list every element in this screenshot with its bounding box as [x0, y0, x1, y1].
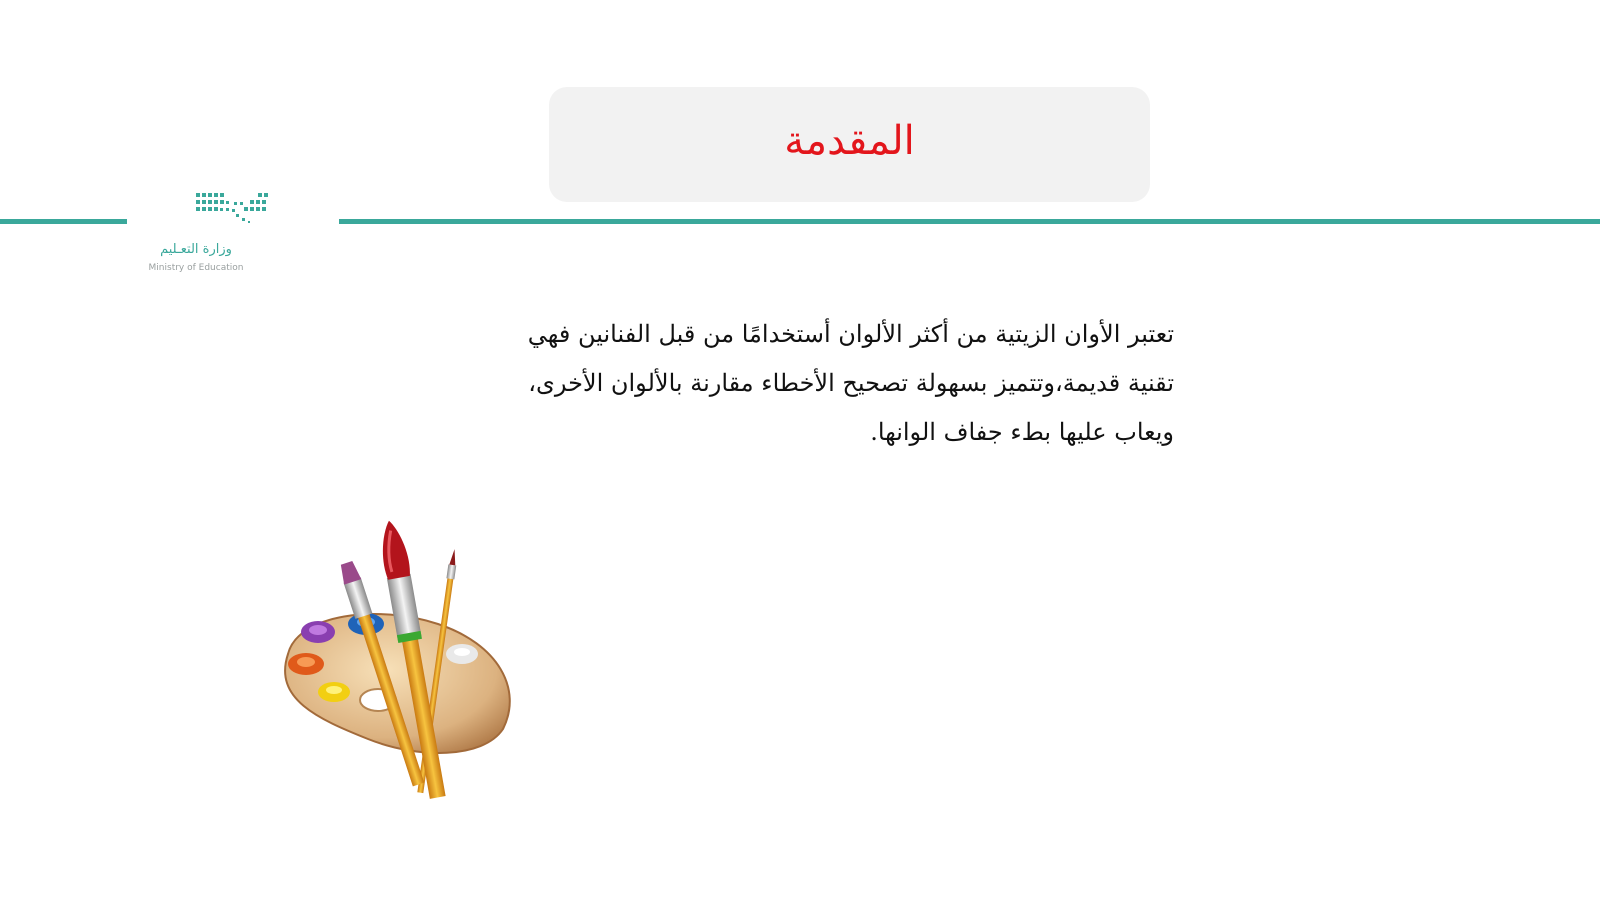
- slide-title: المقدمة: [784, 117, 915, 164]
- paragraph-line: ويعاب عليها بطء جفاف الوانها.: [870, 418, 1174, 446]
- paragraph-line: تقنية قديمة،وتتميز بسهولة تصحيح الأخطاء مقارنة بالألوان الأخرى،: [528, 369, 1174, 397]
- ministry-logo: [138, 190, 268, 280]
- paint-palette-brushes-icon: [268, 514, 528, 804]
- title-box: [549, 87, 1150, 202]
- header-rule-left: [0, 219, 127, 224]
- ministry-name-english: Ministry of Education: [148, 263, 244, 273]
- ministry-dots-icon: [138, 190, 268, 240]
- paragraph-line: تعتبر الأوان الزيتية من أكثر الألوان أستخدامًا من قبل الفنانين فهي: [527, 320, 1174, 348]
- intro-paragraph: [414, 310, 1174, 457]
- ministry-name-arabic: وزارة التعـليم: [160, 242, 232, 257]
- header-rule-right: [339, 219, 1600, 224]
